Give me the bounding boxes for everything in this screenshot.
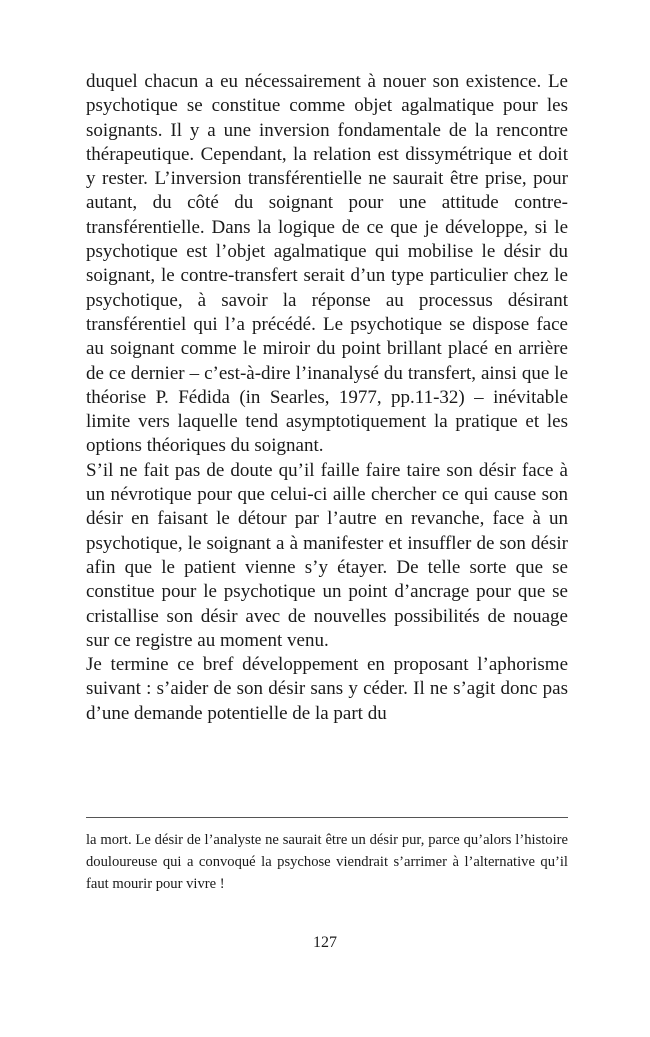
- paragraph-3: Je termine ce bref développement en proposant l’aphorisme suivant : s’aider de son désir sans y céder. Il ne s’agit donc pas d’une demande potentielle de la part du: [86, 654, 568, 724]
- footnote-separator: [86, 817, 568, 818]
- footnote: [86, 829, 568, 895]
- page-number: 127: [313, 934, 337, 951]
- paragraph-2: S’il ne fait pas de doute qu’il faille faire taire son désir face à un névrotique pour que celui-ci aille chercher ce qui cause son désir en faisant le détour par l’autre en revanche, face à un psychotique, le soignant a à manifester et insuffler de son désir afin que le patient vienne s’y étayer. De telle sorte que se constitue pour le psychotique un point d’ancrage pour que se cristallise son désir avec de nouvelles possibilités de nouage sur ce registre au moment venu.: [86, 459, 568, 651]
- footnote-text: la mort. Le désir de l’analyste ne saurait être un désir pur, parce qu’alors l’histoire douloureuse qui a convoqué la psychose viendrait s’arrimer à l’alternative qu’il faut mourir pour vivre !: [86, 832, 568, 892]
- main-text: [86, 70, 568, 726]
- paragraph-1: duquel chacun a eu nécessairement à nouer son existence. Le psychotique se constitue comme objet agalmatique pour les soignants. Il y a une inversion fondamentale de la rencontre thérapeutique. Cependant, la relation est dissymétrique et doit y rester. L’inversion transférentielle ne saurait être prise, pour autant, du côté du soignant pour une attitude contre-transférentielle. Dans la logique de ce que je développe, si le psychotique est l’objet agalmatique qui mobilise le désir du soignant, le contre-transfert serait d’un type particulier chez le psychotique, à savoir la réponse au processus désirant transférentiel qui l’a précédé. Le psychotique se dispose face au soignant comme le miroir du point brillant placé en arrière de ce dernier – c’est-à-dire l’inanalysé du transfert, ainsi que le théorise P. Fédida (in Searles, 1977, pp.11-32) – inévitable limite vers laquelle tend asymptotiquement la pratique et les options théoriques du soignant.: [86, 71, 568, 457]
